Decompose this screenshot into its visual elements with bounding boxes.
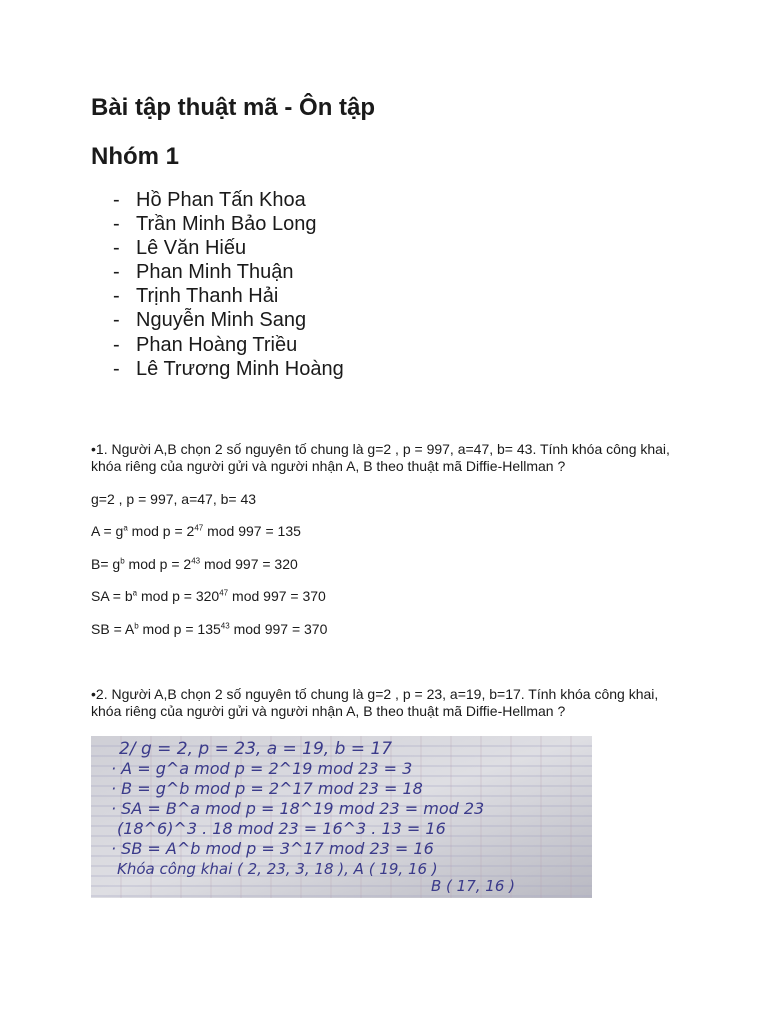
bullet-dash: - <box>113 357 120 380</box>
q1-public-key-b: $B= g^b$ mod $p = 2^{43}$ mod 997 = 320 <box>91 556 298 572</box>
group-title: Nhóm 1 <box>91 143 180 170</box>
list-item <box>113 284 344 308</box>
member-name: Hồ Phan Tấn Khoa <box>136 189 306 211</box>
handwritten-solution-photo <box>91 736 592 898</box>
handwritten-line: · SA = B^a mod p = 18^19 mod 23 = mod 23 <box>111 799 485 818</box>
member-name: Nguyễn Minh Sang <box>136 309 307 332</box>
q1-public-key-a: $A = g^a$ mod $p = 2^{47}$ mod 997 = 135 <box>91 523 301 539</box>
member-name: Trần Minh Bảo Long <box>136 213 317 236</box>
list-item <box>113 308 344 332</box>
list-item <box>113 236 344 260</box>
bullet-dash: - <box>113 333 120 356</box>
member-name: Lê Văn Hiếu <box>136 237 247 260</box>
list-item <box>113 188 344 212</box>
bullet-dash: - <box>113 261 120 284</box>
list-item <box>113 357 344 381</box>
handwritten-line: Khóa công khai ( 2, 23, 3, 18 ), A ( 19, 16 ) <box>117 860 438 878</box>
member-name: Trịnh Thanh Hải <box>136 285 279 308</box>
member-name: Phan Hoàng Triều <box>136 333 298 356</box>
member-name: Phan Minh Thuận <box>136 261 294 284</box>
list-item <box>113 333 344 357</box>
bullet-dash: - <box>113 285 120 308</box>
bullet-dash: - <box>113 237 120 260</box>
document-title: Bài tập thuật mã - Ôn tập <box>91 94 376 121</box>
member-list <box>113 188 344 381</box>
handwritten-line: 2/ g = 2, p = 23, a = 19, b = 17 <box>119 739 393 759</box>
list-item <box>113 260 344 284</box>
handwritten-line: B ( 17, 16 ) <box>431 877 516 895</box>
member-name: Lê Trương Minh Hoàng <box>136 357 344 380</box>
q1-secret-sb: SB = $A^b$ mod $p = 135^{43}$ mod 997 = 370 <box>91 621 328 637</box>
list-item <box>113 212 344 236</box>
q1-given-values: g=2 , p = 997, a=47, b= 43 <box>91 491 257 507</box>
bullet-dash: - <box>113 213 120 236</box>
handwritten-line: · B = g^b mod p = 2^17 mod 23 = 18 <box>111 779 423 798</box>
bullet-dash: - <box>113 309 120 332</box>
question-1: •1. Người A,B chọn 2 số nguyên tố chung là g=2 , p = 997, a=47, b= 43. Tính khóa công khai, khóa riêng của người gửi và người nhận A, B theo thuật mã Diffie-Hellman ? <box>91 441 670 474</box>
handwritten-line: · SB = A^b mod p = 3^17 mod 23 = 16 <box>111 839 434 858</box>
question-2: •2. Người A,B chọn 2 số nguyên tố chung là g=2 , p = 23, a=19, b=17. Tính khóa công khai, khóa riêng của người gửi và người nhận A, B theo thuật mã Diffie-Hellman ? <box>91 686 659 719</box>
q1-secret-sa: SA = $b^a$ mod $p = 320^{47}$ mod 997 = 370 <box>91 588 326 604</box>
handwritten-line: · A = g^a mod p = 2^19 mod 23 = 3 <box>111 759 413 778</box>
bullet-dash: - <box>113 189 120 211</box>
handwritten-line: (18^6)^3 . 18 mod 23 = 16^3 . 13 = 16 <box>117 819 446 838</box>
